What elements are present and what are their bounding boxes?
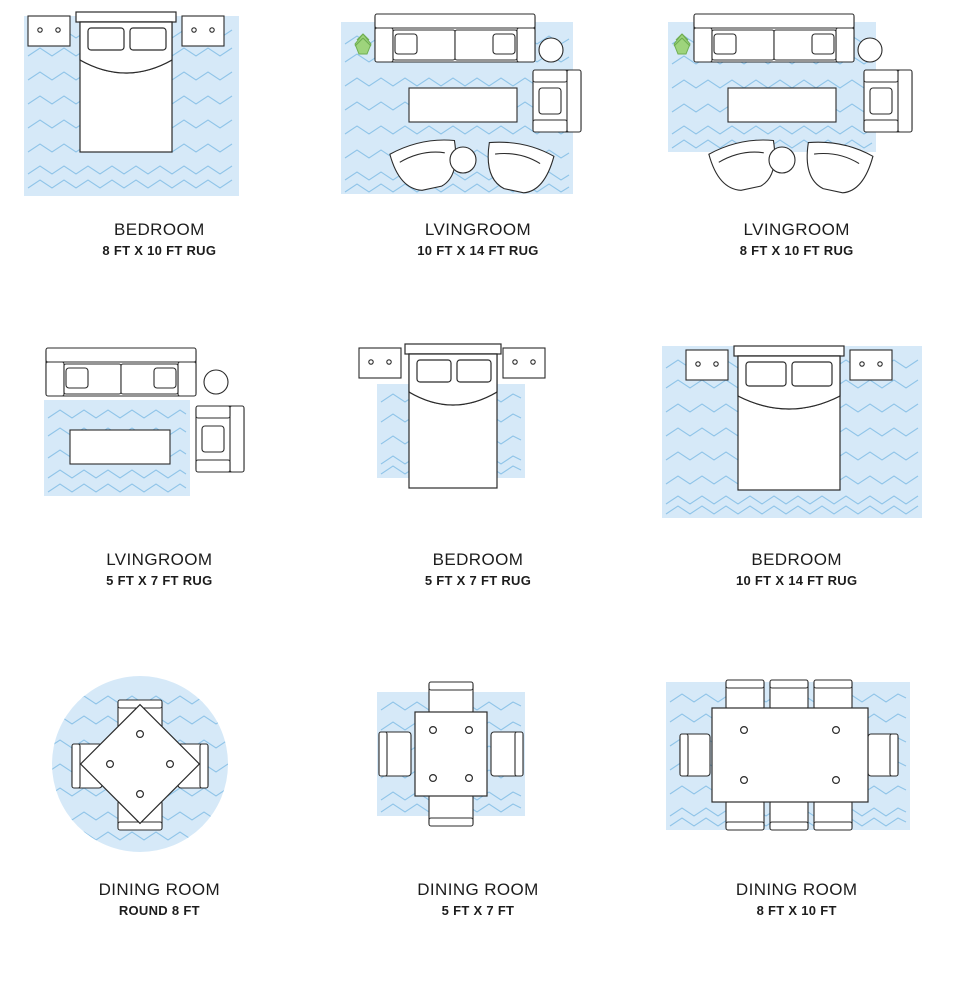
room-label: DINING ROOM <box>735 880 858 899</box>
chair-top-3 <box>814 680 852 710</box>
sofa <box>46 348 196 396</box>
diagram-dining-round-8 <box>9 660 309 875</box>
layout-card-bedroom-10x14 <box>637 330 956 660</box>
chair-right <box>491 732 523 776</box>
rect-table <box>712 708 868 802</box>
coffee-table <box>728 88 836 122</box>
room-label: LVINGROOM <box>106 550 213 569</box>
pouf-round <box>450 147 476 173</box>
room-label: DINING ROOM <box>98 880 221 899</box>
diagram-livingroom-10x14 <box>328 0 628 215</box>
room-label: BEDROOM <box>751 550 842 569</box>
pouf-round <box>769 147 795 173</box>
size-label: ROUND 8 FT <box>118 903 200 918</box>
chair-top <box>429 682 473 714</box>
bed <box>734 346 844 490</box>
layout-card-dining-round-8 <box>0 660 319 990</box>
layout-card-livingroom-8x10 <box>637 0 956 330</box>
nightstand-right <box>503 348 545 378</box>
size-label: 5 FT X 7 FT RUG <box>106 573 213 588</box>
room-label: BEDROOM <box>114 220 205 239</box>
armchair-right <box>196 406 244 472</box>
armchair-right <box>533 70 581 132</box>
layout-card-livingroom-10x14 <box>319 0 638 330</box>
caption <box>99 879 221 920</box>
chair-bottom-2 <box>770 800 808 830</box>
size-label: 10 FT X 14 FT RUG <box>417 243 539 258</box>
room-label: LVINGROOM <box>424 220 532 239</box>
chair-bottom <box>429 794 473 826</box>
side-table-round <box>539 38 563 62</box>
size-label: 8 FT X 10 FT RUG <box>102 243 217 258</box>
layout-card-dining-8x10 <box>637 660 956 990</box>
chair-bottom-3 <box>814 800 852 830</box>
size-label: 10 FT X 14 FT RUG <box>735 573 858 588</box>
chair-left <box>379 732 411 776</box>
size-label: 8 FT X 10 FT RUG <box>739 243 854 258</box>
bed <box>76 12 176 152</box>
diagram-bedroom-5x7 <box>328 330 628 545</box>
bed <box>405 344 501 488</box>
sofa <box>694 14 854 62</box>
caption <box>417 879 539 920</box>
chair-left <box>680 734 710 776</box>
nightstand-left <box>359 348 401 378</box>
size-label: 5 FT X 7 FT RUG <box>424 573 532 588</box>
layout-card-bedroom-5x7 <box>319 330 638 660</box>
caption <box>102 219 216 260</box>
size-label: 8 FT X 10 FT <box>756 903 837 918</box>
square-table <box>415 712 487 796</box>
room-label: LVINGROOM <box>743 220 850 239</box>
diagram-livingroom-5x7 <box>9 330 309 545</box>
caption <box>417 219 538 260</box>
layout-card-bedroom-8x10 <box>0 0 319 330</box>
armchair-right <box>864 70 912 132</box>
side-table-round <box>858 38 882 62</box>
chair-top-2 <box>770 680 808 710</box>
size-label: 5 FT X 7 FT <box>441 903 515 918</box>
room-label: DINING ROOM <box>417 880 539 899</box>
coffee-table <box>409 88 517 122</box>
room-label: BEDROOM <box>432 550 524 569</box>
caption <box>425 549 531 590</box>
diagram-dining-8x10 <box>647 660 947 875</box>
coffee-table <box>70 430 170 464</box>
diagram-bedroom-10x14 <box>647 330 947 545</box>
side-table-round <box>204 370 228 394</box>
chair-top-1 <box>726 680 764 710</box>
diagram-livingroom-8x10 <box>647 0 947 215</box>
caption <box>736 549 857 590</box>
chair-right <box>868 734 898 776</box>
layout-card-livingroom-5x7 <box>0 330 319 660</box>
nightstand-right <box>182 16 224 46</box>
caption <box>736 879 858 920</box>
nightstand-left <box>686 350 728 380</box>
diagram-bedroom-8x10 <box>9 0 309 215</box>
diagram-dining-5x7 <box>328 660 628 875</box>
sofa <box>375 14 535 62</box>
nightstand-left <box>28 16 70 46</box>
layout-card-dining-5x7 <box>319 660 638 990</box>
caption <box>740 219 854 260</box>
caption <box>106 549 212 590</box>
nightstand-right <box>850 350 892 380</box>
chair-bottom-1 <box>726 800 764 830</box>
